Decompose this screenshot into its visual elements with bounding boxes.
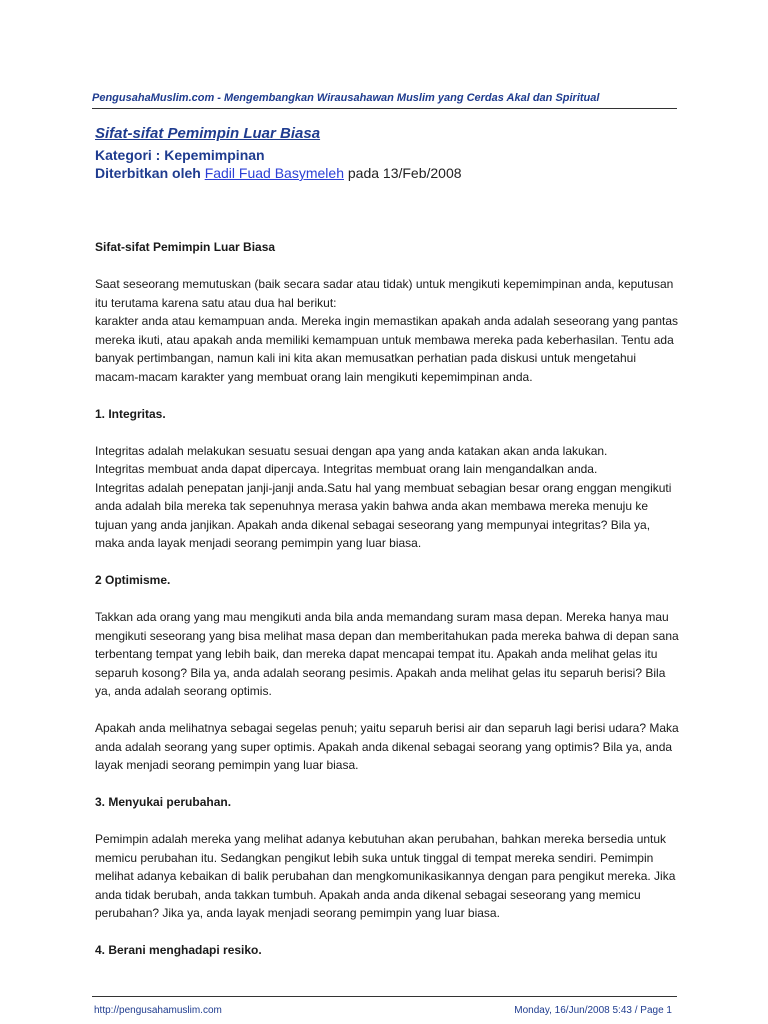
section-title-optimism: 2 Optimisme. [95,573,171,587]
article-byline [95,165,462,181]
optimism-paragraph-2: Apakah anda melihatnya sebagai segelas penuh; yaitu separuh berisi air dan separuh lagi berisi udara? Maka anda adalah seorang yang super optimis. Apakah anda dikenal sebagai seorang yang optimis? Bila ya, anda layak menjadi seorang pemimpin yang luar biasa. [95,721,679,772]
integrity-paragraph-3: Integritas adalah penepatan janji-janji anda.Satu hal yang membuat sebagian besar orang enggan mengikuti anda adalah bila mereka tak sepenuhnya merasa yakin bahwa anda akan membawa mereka menuju ke tujuan yang anda janjikan. Apakah anda dikenal sebagai seseorang yang mempunyai integritas? Bila ya, maka anda layak menjadi seorang pemimpin yang luar biasa. [95,480,672,550]
intro-paragraph: Saat seseorang memutuskan (baik secara sadar atau tidak) untuk mengikuti kepemimpinan anda, keputusan itu terutama karena satu atau dua hal berikut: [95,277,674,310]
optimism-paragraph-1: Takkan ada orang yang mau mengikuti anda bila anda memandang suram masa depan. Mereka hanya mau mengikuti seseorang yang bisa melihat masa depan dan memberitahukan pada mereka bahwa di depan sana terbentang tempat yang lebih baik, dan mereka dapat mencapai tempat itu. Apakah anda melihat gelas itu separuh kosong? Bila ya, anda adalah seorang pesimis. Apakah anda melihat gelas itu separuh berisi? Bila ya, anda adalah seorang optimis. [95,610,679,698]
section-title-integrity: 1. Integritas. [95,406,166,421]
article-title-link[interactable]: Sifat-sifat Pemimpin Luar Biasa [95,125,321,142]
published-label: Diterbitkan oleh [95,165,201,181]
footer-divider [92,996,677,997]
intro-paragraph-continued: karakter anda atau kemampuan anda. Mereka ingin memastikan apakah anda adalah seseorang yang pantas mereka ikuti, atau apakah anda memiliki kemampuan untuk membawa mereka pada keberhasilan. Tentu ada banyak pertimbangan, namun kali ini kita akan memusatkan perhatian pada diskusi untuk mengetahui macam-macam karakter yang membuat orang lain mengikuti kepemimpinan anda. [95,314,679,384]
body-heading: Sifat-sifat Pemimpin Luar Biasa [95,240,276,254]
footer-url-link[interactable]: http://pengusahamuslim.com [94,1005,222,1016]
header-divider [92,108,677,109]
publish-date: pada 13/Feb/2008 [347,165,462,181]
change-paragraph-1: Pemimpin adalah mereka yang melihat adanya kebutuhan akan perubahan, bahkan mereka bersedia untuk memicu perubahan itu. Sedangkan pengikut lebih suka untuk tinggal di tempat mereka sendiri. Pemimpin melihat adanya kebaikan di balik perubahan dan mengkomunikasikannya dengan para pengikut mereka. Jika anda tidak berubah, anda takkan tumbuh. Apakah anda anda dikenal sebagai seseorang yang memicu perubahan? Jika ya, anda layak menjadi seorang pemimpin yang luar biasa. [95,832,676,920]
site-tagline: PengusahaMuslim.com - Mengembangkan Wirausahawan Muslim yang Cerdas Akal dan Spiritual [92,92,600,104]
integrity-paragraph-1: Integritas adalah melakukan sesuatu sesuai dengan apa yang anda katakan akan anda lakukan. [95,443,608,458]
section-title-change: 3. Menyukai perubahan. [95,795,232,809]
integrity-paragraph-2: Integritas membuat anda dapat dipercaya. Integritas membuat orang lain mengandalkan anda. [95,462,598,476]
article-category: Kategori : Kepemimpinan [95,147,265,163]
author-link[interactable]: Fadil Fuad Basymeleh [204,165,344,181]
section-title-risk: 4. Berani menghadapi resiko. [95,943,262,957]
article-body [95,238,680,960]
footer-date-page: Monday, 16/Jun/2008 5:43 / Page 1 [514,1005,672,1016]
